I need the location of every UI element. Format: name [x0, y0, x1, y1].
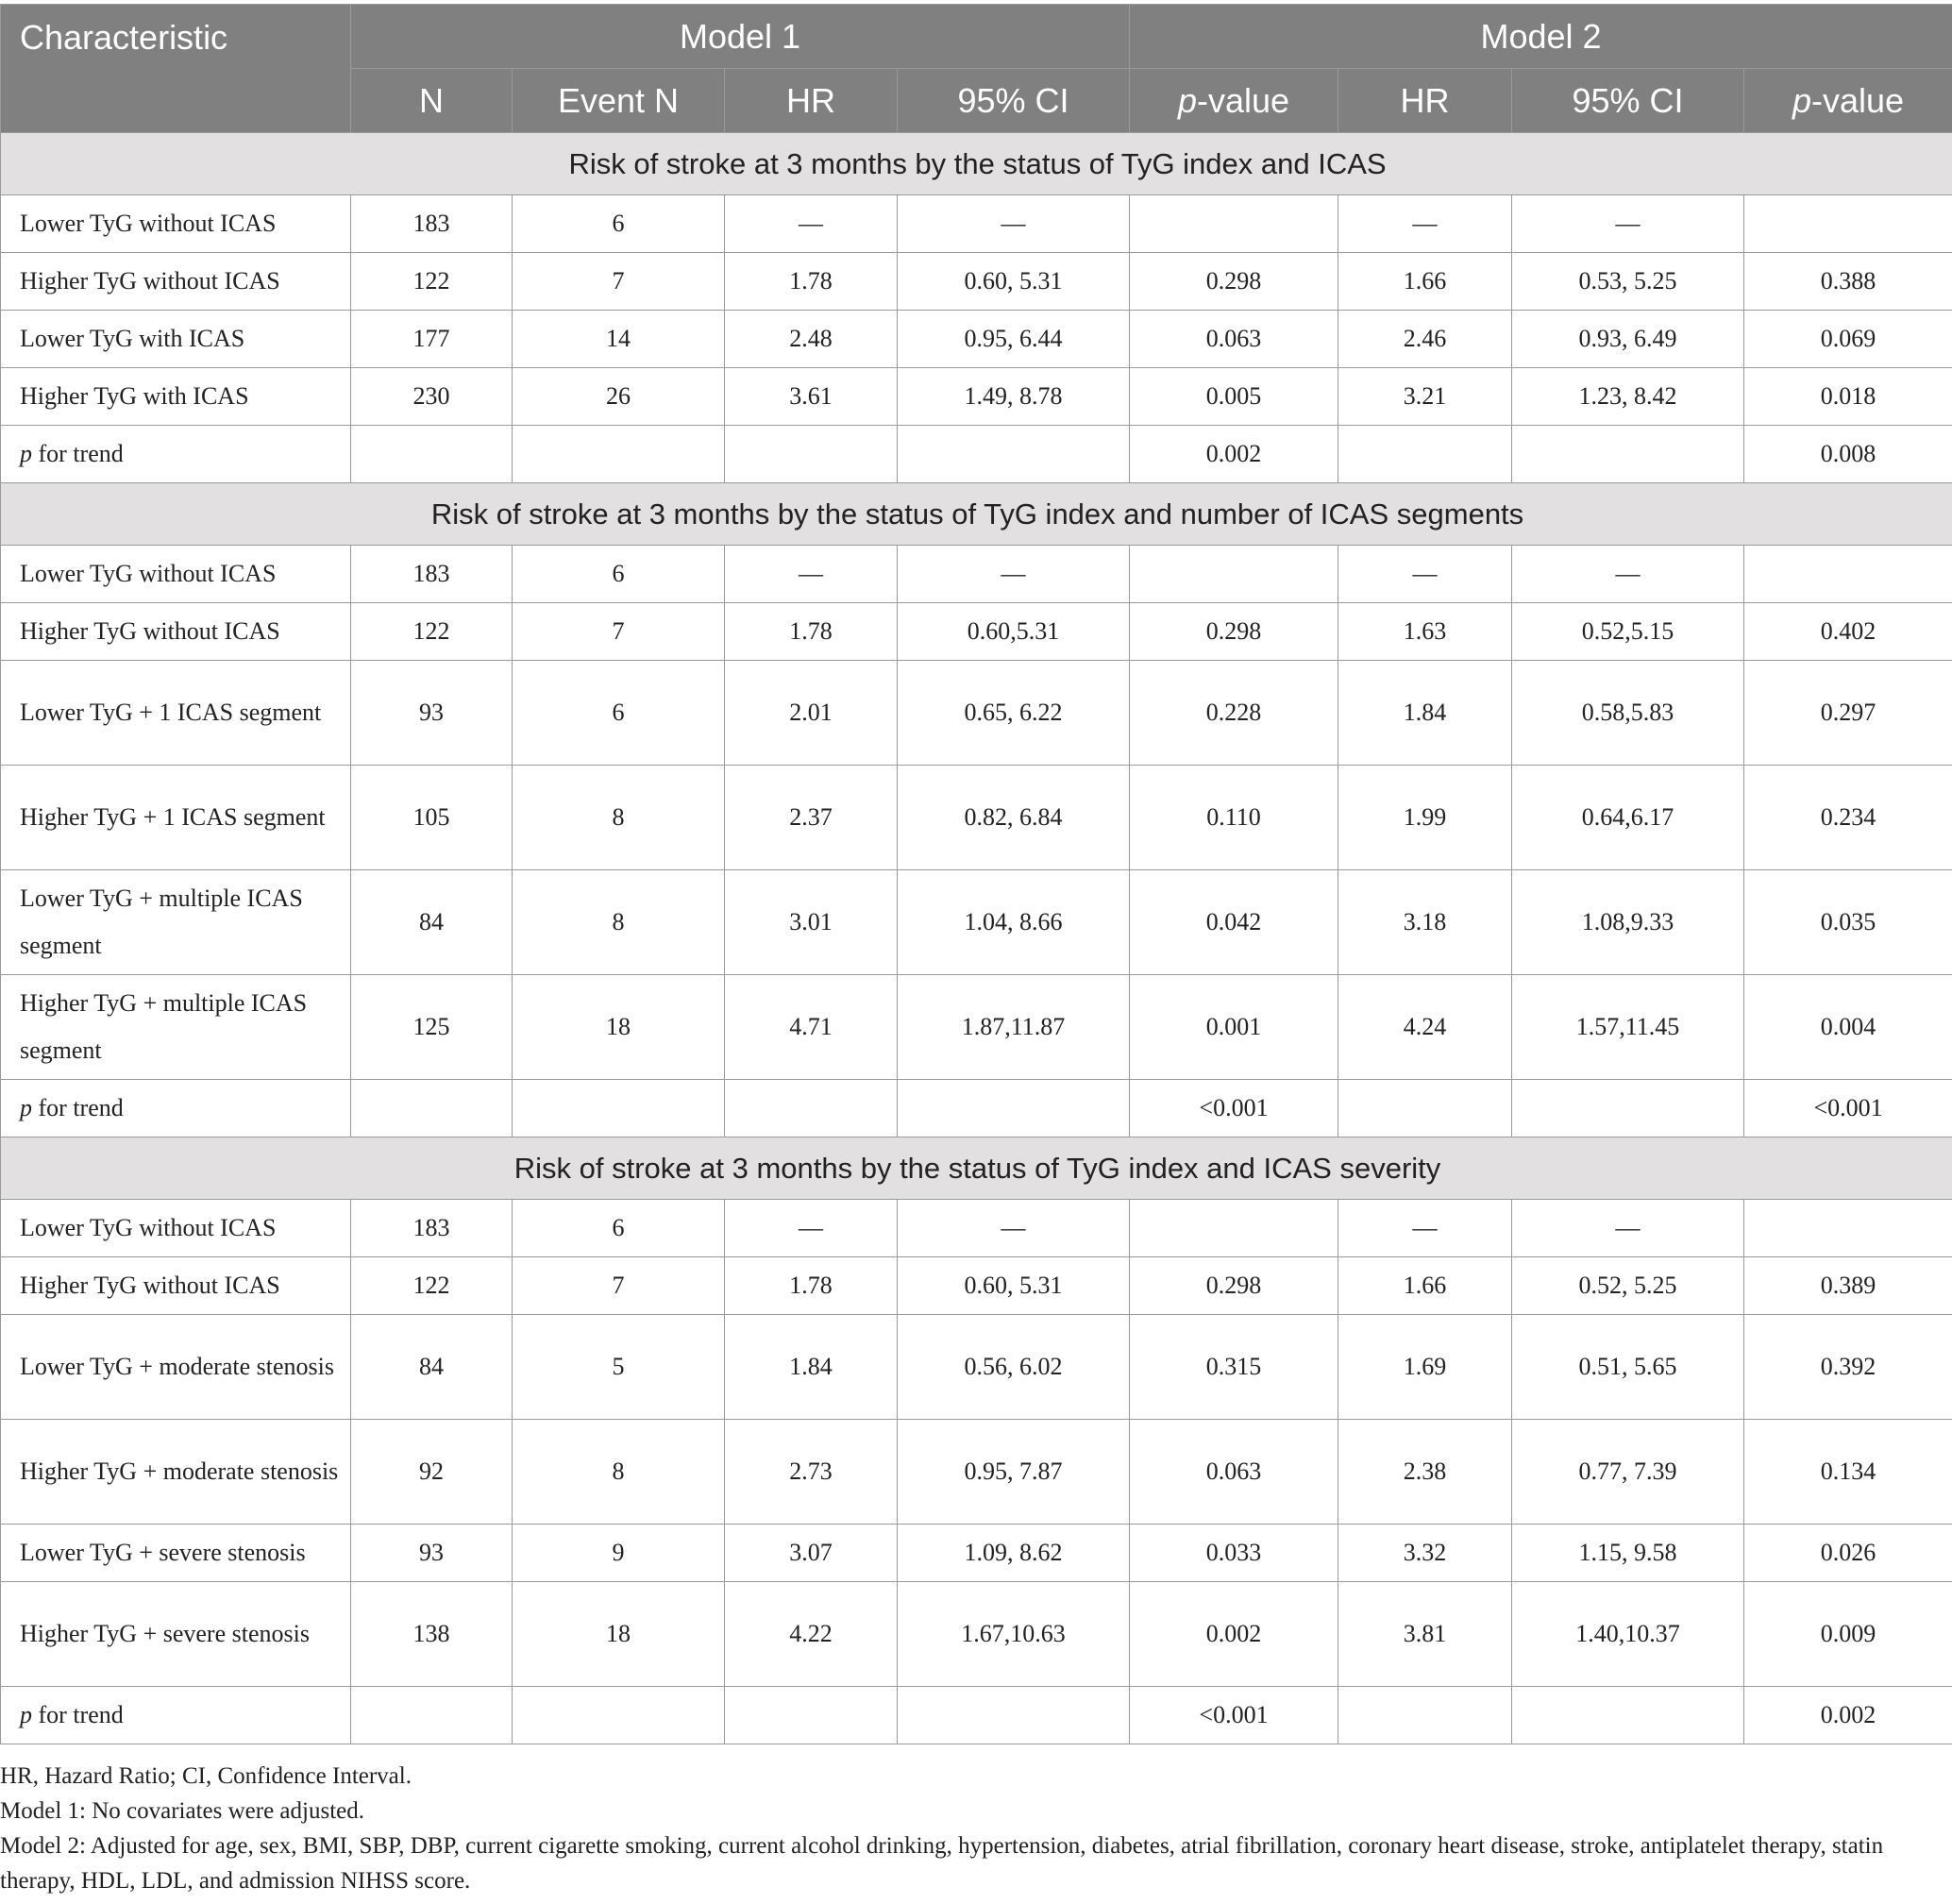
cell-ci-2: 0.53, 5.25: [1512, 253, 1744, 311]
cell-ci-2: 0.52, 5.25: [1512, 1257, 1744, 1315]
cell-ci-1: 0.60, 5.31: [898, 1257, 1130, 1315]
cell-hr-2: 3.32: [1338, 1525, 1512, 1582]
empty-cell: [1338, 1080, 1512, 1137]
cell-event-n: 6: [513, 546, 725, 603]
cell-event-n: 7: [513, 603, 725, 661]
row-label: Higher TyG with ICAS: [1, 368, 351, 426]
cell-ci-1: 1.67,10.63: [898, 1582, 1130, 1687]
cell-ci-1: 1.09, 8.62: [898, 1525, 1130, 1582]
cell-ci-2: 0.64,6.17: [1512, 766, 1744, 870]
cell-p-value-2: 0.009: [1744, 1582, 1952, 1687]
cell-event-n: 6: [513, 1200, 725, 1257]
cell-event-n: 18: [513, 1582, 725, 1687]
cell-hr-1: 3.61: [725, 368, 898, 426]
cell-n: 183: [351, 195, 513, 253]
cell-ci-2: 0.52,5.15: [1512, 603, 1744, 661]
header-hr-2: HR: [1338, 69, 1512, 133]
footnote-abbreviations: HR, Hazard Ratio; CI, Confidence Interval.: [0, 1763, 412, 1789]
trend-row: [1, 1080, 1952, 1137]
cell-hr-1: —: [725, 1200, 898, 1257]
cell-n: 105: [351, 766, 513, 870]
cell-p-value-1: 0.228: [1130, 661, 1338, 766]
trend-p-value-2: <0.001: [1744, 1080, 1952, 1137]
cell-p-value-2: 0.402: [1744, 603, 1952, 661]
row-label: Lower TyG without ICAS: [1, 1200, 351, 1257]
row-label: Lower TyG with ICAS: [1, 311, 351, 368]
cell-hr-1: —: [725, 195, 898, 253]
cell-ci-2: —: [1512, 546, 1744, 603]
empty-cell: [898, 1080, 1130, 1137]
cell-ci-2: 1.15, 9.58: [1512, 1525, 1744, 1582]
empty-cell: [898, 1687, 1130, 1744]
cell-hr-1: 2.37: [725, 766, 898, 870]
empty-cell: [351, 426, 513, 483]
section-header-row: [1, 133, 1952, 195]
header-characteristic: Characteristic: [1, 5, 351, 133]
row-label: Lower TyG + severe stenosis: [1, 1525, 351, 1582]
cell-ci-1: 0.95, 6.44: [898, 311, 1130, 368]
cell-n: 93: [351, 1525, 513, 1582]
cell-ci-1: 0.56, 6.02: [898, 1315, 1130, 1420]
table-row: [1, 661, 1952, 766]
table-row: [1, 870, 1952, 975]
cell-hr-2: 2.38: [1338, 1420, 1512, 1525]
section-title: Risk of stroke at 3 months by the status of TyG index and ICAS: [1, 133, 1952, 195]
empty-cell: [1338, 1687, 1512, 1744]
table-row: [1, 368, 1952, 426]
cell-event-n: 5: [513, 1315, 725, 1420]
cell-ci-1: —: [898, 195, 1130, 253]
cell-hr-2: —: [1338, 195, 1512, 253]
cell-hr-2: 1.63: [1338, 603, 1512, 661]
trend-p-value-1: 0.002: [1130, 426, 1338, 483]
header-p-suffix: -value: [1811, 80, 1905, 120]
cell-p-value-2: 0.134: [1744, 1420, 1952, 1525]
cell-p-value-1: 0.298: [1130, 253, 1338, 311]
row-label: Lower TyG + 1 ICAS segment: [1, 661, 351, 766]
table-footnotes: [0, 1759, 1888, 1898]
cell-p-value-2: 0.234: [1744, 766, 1952, 870]
section-header-row: [1, 1137, 1952, 1200]
cell-p-value-1: 0.298: [1130, 1257, 1338, 1315]
section-header-row: [1, 483, 1952, 546]
header-p-italic: p: [1792, 80, 1811, 120]
cell-ci-1: 0.65, 6.22: [898, 661, 1130, 766]
section-title: Risk of stroke at 3 months by the status of TyG index and ICAS severity: [1, 1137, 1952, 1200]
cell-p-value-1: 0.033: [1130, 1525, 1338, 1582]
cell-p-value-2: 0.004: [1744, 975, 1952, 1080]
header-n: N: [351, 69, 513, 133]
cell-hr-1: 1.78: [725, 1257, 898, 1315]
header-model-2: Model 2: [1130, 5, 1952, 69]
table-row: [1, 311, 1952, 368]
cell-p-value-2: 0.388: [1744, 253, 1952, 311]
table-row: [1, 1525, 1952, 1582]
cell-ci-1: —: [898, 546, 1130, 603]
cell-event-n: 18: [513, 975, 725, 1080]
header-model-1: Model 1: [351, 5, 1130, 69]
cell-event-n: 6: [513, 195, 725, 253]
footnote-model-1: Model 1: No covariates were adjusted.: [0, 1798, 364, 1824]
table-row: [1, 195, 1952, 253]
cell-hr-2: 2.46: [1338, 311, 1512, 368]
cell-hr-2: —: [1338, 1200, 1512, 1257]
cell-hr-2: 1.69: [1338, 1315, 1512, 1420]
row-label: Higher TyG + severe stenosis: [1, 1582, 351, 1687]
header-p-value-2: [1744, 69, 1952, 133]
empty-cell: [725, 426, 898, 483]
empty-cell: [725, 1080, 898, 1137]
cell-ci-2: 0.93, 6.49: [1512, 311, 1744, 368]
cell-hr-1: 4.71: [725, 975, 898, 1080]
cell-n: 183: [351, 546, 513, 603]
cell-hr-2: 1.99: [1338, 766, 1512, 870]
header-p-value-1: [1130, 69, 1338, 133]
empty-cell: [351, 1687, 513, 1744]
cell-hr-2: 1.66: [1338, 1257, 1512, 1315]
cell-n: 93: [351, 661, 513, 766]
cell-hr-1: 1.78: [725, 253, 898, 311]
row-label: Higher TyG without ICAS: [1, 1257, 351, 1315]
trend-label: [1, 1687, 351, 1744]
cell-ci-1: 0.95, 7.87: [898, 1420, 1130, 1525]
empty-cell: [351, 1080, 513, 1137]
header-ci-2: 95% CI: [1512, 69, 1744, 133]
cell-event-n: 8: [513, 766, 725, 870]
cell-hr-2: 3.18: [1338, 870, 1512, 975]
cell-hr-1: 2.01: [725, 661, 898, 766]
table-row: [1, 1315, 1952, 1420]
row-label: Lower TyG + multiple ICAS segment: [1, 870, 351, 975]
cell-p-value-2: [1744, 1200, 1952, 1257]
row-label: Higher TyG without ICAS: [1, 253, 351, 311]
cell-n: 177: [351, 311, 513, 368]
empty-cell: [1512, 1687, 1744, 1744]
footnote-model-2: Model 2: Adjusted for age, sex, BMI, SBP, DBP, current cigarette smoking, current alcohol drinking, hypertension, diabetes, atrial fibrillation, coronary heart disease, stroke, antiplatelet therapy, statin therapy, HDL, LDL, and admission NIHSS score.: [0, 1833, 1884, 1894]
table-row: [1, 1582, 1952, 1687]
cell-ci-1: 1.87,11.87: [898, 975, 1130, 1080]
trend-p-value-2: 0.002: [1744, 1687, 1952, 1744]
header-p-suffix: -value: [1197, 80, 1290, 120]
cell-n: 122: [351, 1257, 513, 1315]
empty-cell: [898, 426, 1130, 483]
cell-ci-1: 1.49, 8.78: [898, 368, 1130, 426]
row-label: Higher TyG without ICAS: [1, 603, 351, 661]
trend-p-italic: p: [20, 1701, 32, 1728]
cell-n: 230: [351, 368, 513, 426]
cell-n: 122: [351, 603, 513, 661]
cell-p-value-2: 0.035: [1744, 870, 1952, 975]
table-row: [1, 603, 1952, 661]
trend-row: [1, 1687, 1952, 1744]
cell-event-n: 7: [513, 1257, 725, 1315]
row-label: Higher TyG + multiple ICAS segment: [1, 975, 351, 1080]
trend-label-text: for trend: [32, 440, 124, 467]
empty-cell: [513, 1080, 725, 1137]
results-table: [0, 4, 1952, 1744]
cell-event-n: 8: [513, 870, 725, 975]
cell-p-value-1: 0.063: [1130, 1420, 1338, 1525]
table-header: [1, 5, 1952, 133]
cell-n: 84: [351, 870, 513, 975]
cell-hr-1: —: [725, 546, 898, 603]
table-row: [1, 253, 1952, 311]
cell-ci-1: 0.60,5.31: [898, 603, 1130, 661]
header-hr-1: HR: [725, 69, 898, 133]
trend-label-text: for trend: [32, 1094, 124, 1121]
cell-event-n: 26: [513, 368, 725, 426]
cell-p-value-1: 0.042: [1130, 870, 1338, 975]
cell-ci-2: 1.57,11.45: [1512, 975, 1744, 1080]
cell-ci-2: 1.40,10.37: [1512, 1582, 1744, 1687]
cell-hr-1: 1.84: [725, 1315, 898, 1420]
cell-p-value-1: 0.298: [1130, 603, 1338, 661]
cell-event-n: 6: [513, 661, 725, 766]
cell-n: 183: [351, 1200, 513, 1257]
trend-p-italic: p: [20, 1094, 32, 1121]
empty-cell: [1512, 426, 1744, 483]
cell-event-n: 9: [513, 1525, 725, 1582]
trend-p-italic: p: [20, 440, 32, 467]
cell-ci-2: 1.23, 8.42: [1512, 368, 1744, 426]
cell-hr-2: 4.24: [1338, 975, 1512, 1080]
cell-hr-1: 4.22: [725, 1582, 898, 1687]
empty-cell: [1338, 426, 1512, 483]
row-label: Lower TyG without ICAS: [1, 546, 351, 603]
cell-p-value-2: 0.018: [1744, 368, 1952, 426]
cell-p-value-1: [1130, 546, 1338, 603]
table-row: [1, 1257, 1952, 1315]
table-row: [1, 1420, 1952, 1525]
cell-p-value-2: 0.026: [1744, 1525, 1952, 1582]
row-label: Higher TyG + 1 ICAS segment: [1, 766, 351, 870]
cell-n: 122: [351, 253, 513, 311]
cell-p-value-1: 0.063: [1130, 311, 1338, 368]
cell-p-value-1: 0.315: [1130, 1315, 1338, 1420]
cell-n: 84: [351, 1315, 513, 1420]
cell-p-value-1: [1130, 1200, 1338, 1257]
cell-hr-2: —: [1338, 546, 1512, 603]
cell-p-value-2: 0.392: [1744, 1315, 1952, 1420]
cell-event-n: 7: [513, 253, 725, 311]
cell-p-value-1: 0.005: [1130, 368, 1338, 426]
cell-event-n: 8: [513, 1420, 725, 1525]
row-label: Lower TyG + moderate stenosis: [1, 1315, 351, 1420]
section-title: Risk of stroke at 3 months by the status of TyG index and number of ICAS segments: [1, 483, 1952, 546]
cell-n: 92: [351, 1420, 513, 1525]
cell-ci-2: 0.77, 7.39: [1512, 1420, 1744, 1525]
cell-ci-2: 0.51, 5.65: [1512, 1315, 1744, 1420]
cell-p-value-2: 0.069: [1744, 311, 1952, 368]
cell-p-value-1: 0.110: [1130, 766, 1338, 870]
cell-ci-1: 1.04, 8.66: [898, 870, 1130, 975]
cell-ci-2: 0.58,5.83: [1512, 661, 1744, 766]
cell-hr-2: 1.66: [1338, 253, 1512, 311]
trend-label: [1, 1080, 351, 1137]
cell-p-value-1: 0.001: [1130, 975, 1338, 1080]
empty-cell: [725, 1687, 898, 1744]
cell-ci-2: 1.08,9.33: [1512, 870, 1744, 975]
cell-n: 125: [351, 975, 513, 1080]
results-table-wrapper: [0, 4, 1952, 1744]
row-label: Lower TyG without ICAS: [1, 195, 351, 253]
header-ci-1: 95% CI: [898, 69, 1130, 133]
trend-p-value-2: 0.008: [1744, 426, 1952, 483]
table-row: [1, 766, 1952, 870]
row-label: Higher TyG + moderate stenosis: [1, 1420, 351, 1525]
cell-p-value-2: [1744, 546, 1952, 603]
empty-cell: [513, 426, 725, 483]
cell-ci-2: —: [1512, 1200, 1744, 1257]
cell-ci-1: 0.82, 6.84: [898, 766, 1130, 870]
cell-p-value-2: 0.389: [1744, 1257, 1952, 1315]
table-row: [1, 1200, 1952, 1257]
empty-cell: [513, 1687, 725, 1744]
cell-hr-1: 3.01: [725, 870, 898, 975]
cell-ci-1: 0.60, 5.31: [898, 253, 1130, 311]
cell-p-value-1: 0.002: [1130, 1582, 1338, 1687]
trend-row: [1, 426, 1952, 483]
cell-p-value-1: [1130, 195, 1338, 253]
cell-event-n: 14: [513, 311, 725, 368]
cell-ci-2: —: [1512, 195, 1744, 253]
cell-hr-2: 1.84: [1338, 661, 1512, 766]
cell-hr-1: 2.73: [725, 1420, 898, 1525]
empty-cell: [1512, 1080, 1744, 1137]
trend-p-value-1: <0.001: [1130, 1687, 1338, 1744]
trend-label: [1, 426, 351, 483]
cell-p-value-2: 0.297: [1744, 661, 1952, 766]
header-event-n: Event N: [513, 69, 725, 133]
cell-n: 138: [351, 1582, 513, 1687]
cell-hr-1: 2.48: [725, 311, 898, 368]
cell-hr-2: 3.81: [1338, 1582, 1512, 1687]
table-row: [1, 975, 1952, 1080]
table-row: [1, 546, 1952, 603]
cell-p-value-2: [1744, 195, 1952, 253]
table-body: [1, 133, 1952, 1744]
cell-hr-1: 1.78: [725, 603, 898, 661]
header-p-italic: p: [1177, 80, 1197, 120]
cell-ci-1: —: [898, 1200, 1130, 1257]
trend-label-text: for trend: [32, 1701, 124, 1728]
trend-p-value-1: <0.001: [1130, 1080, 1338, 1137]
cell-hr-2: 3.21: [1338, 368, 1512, 426]
cell-hr-1: 3.07: [725, 1525, 898, 1582]
